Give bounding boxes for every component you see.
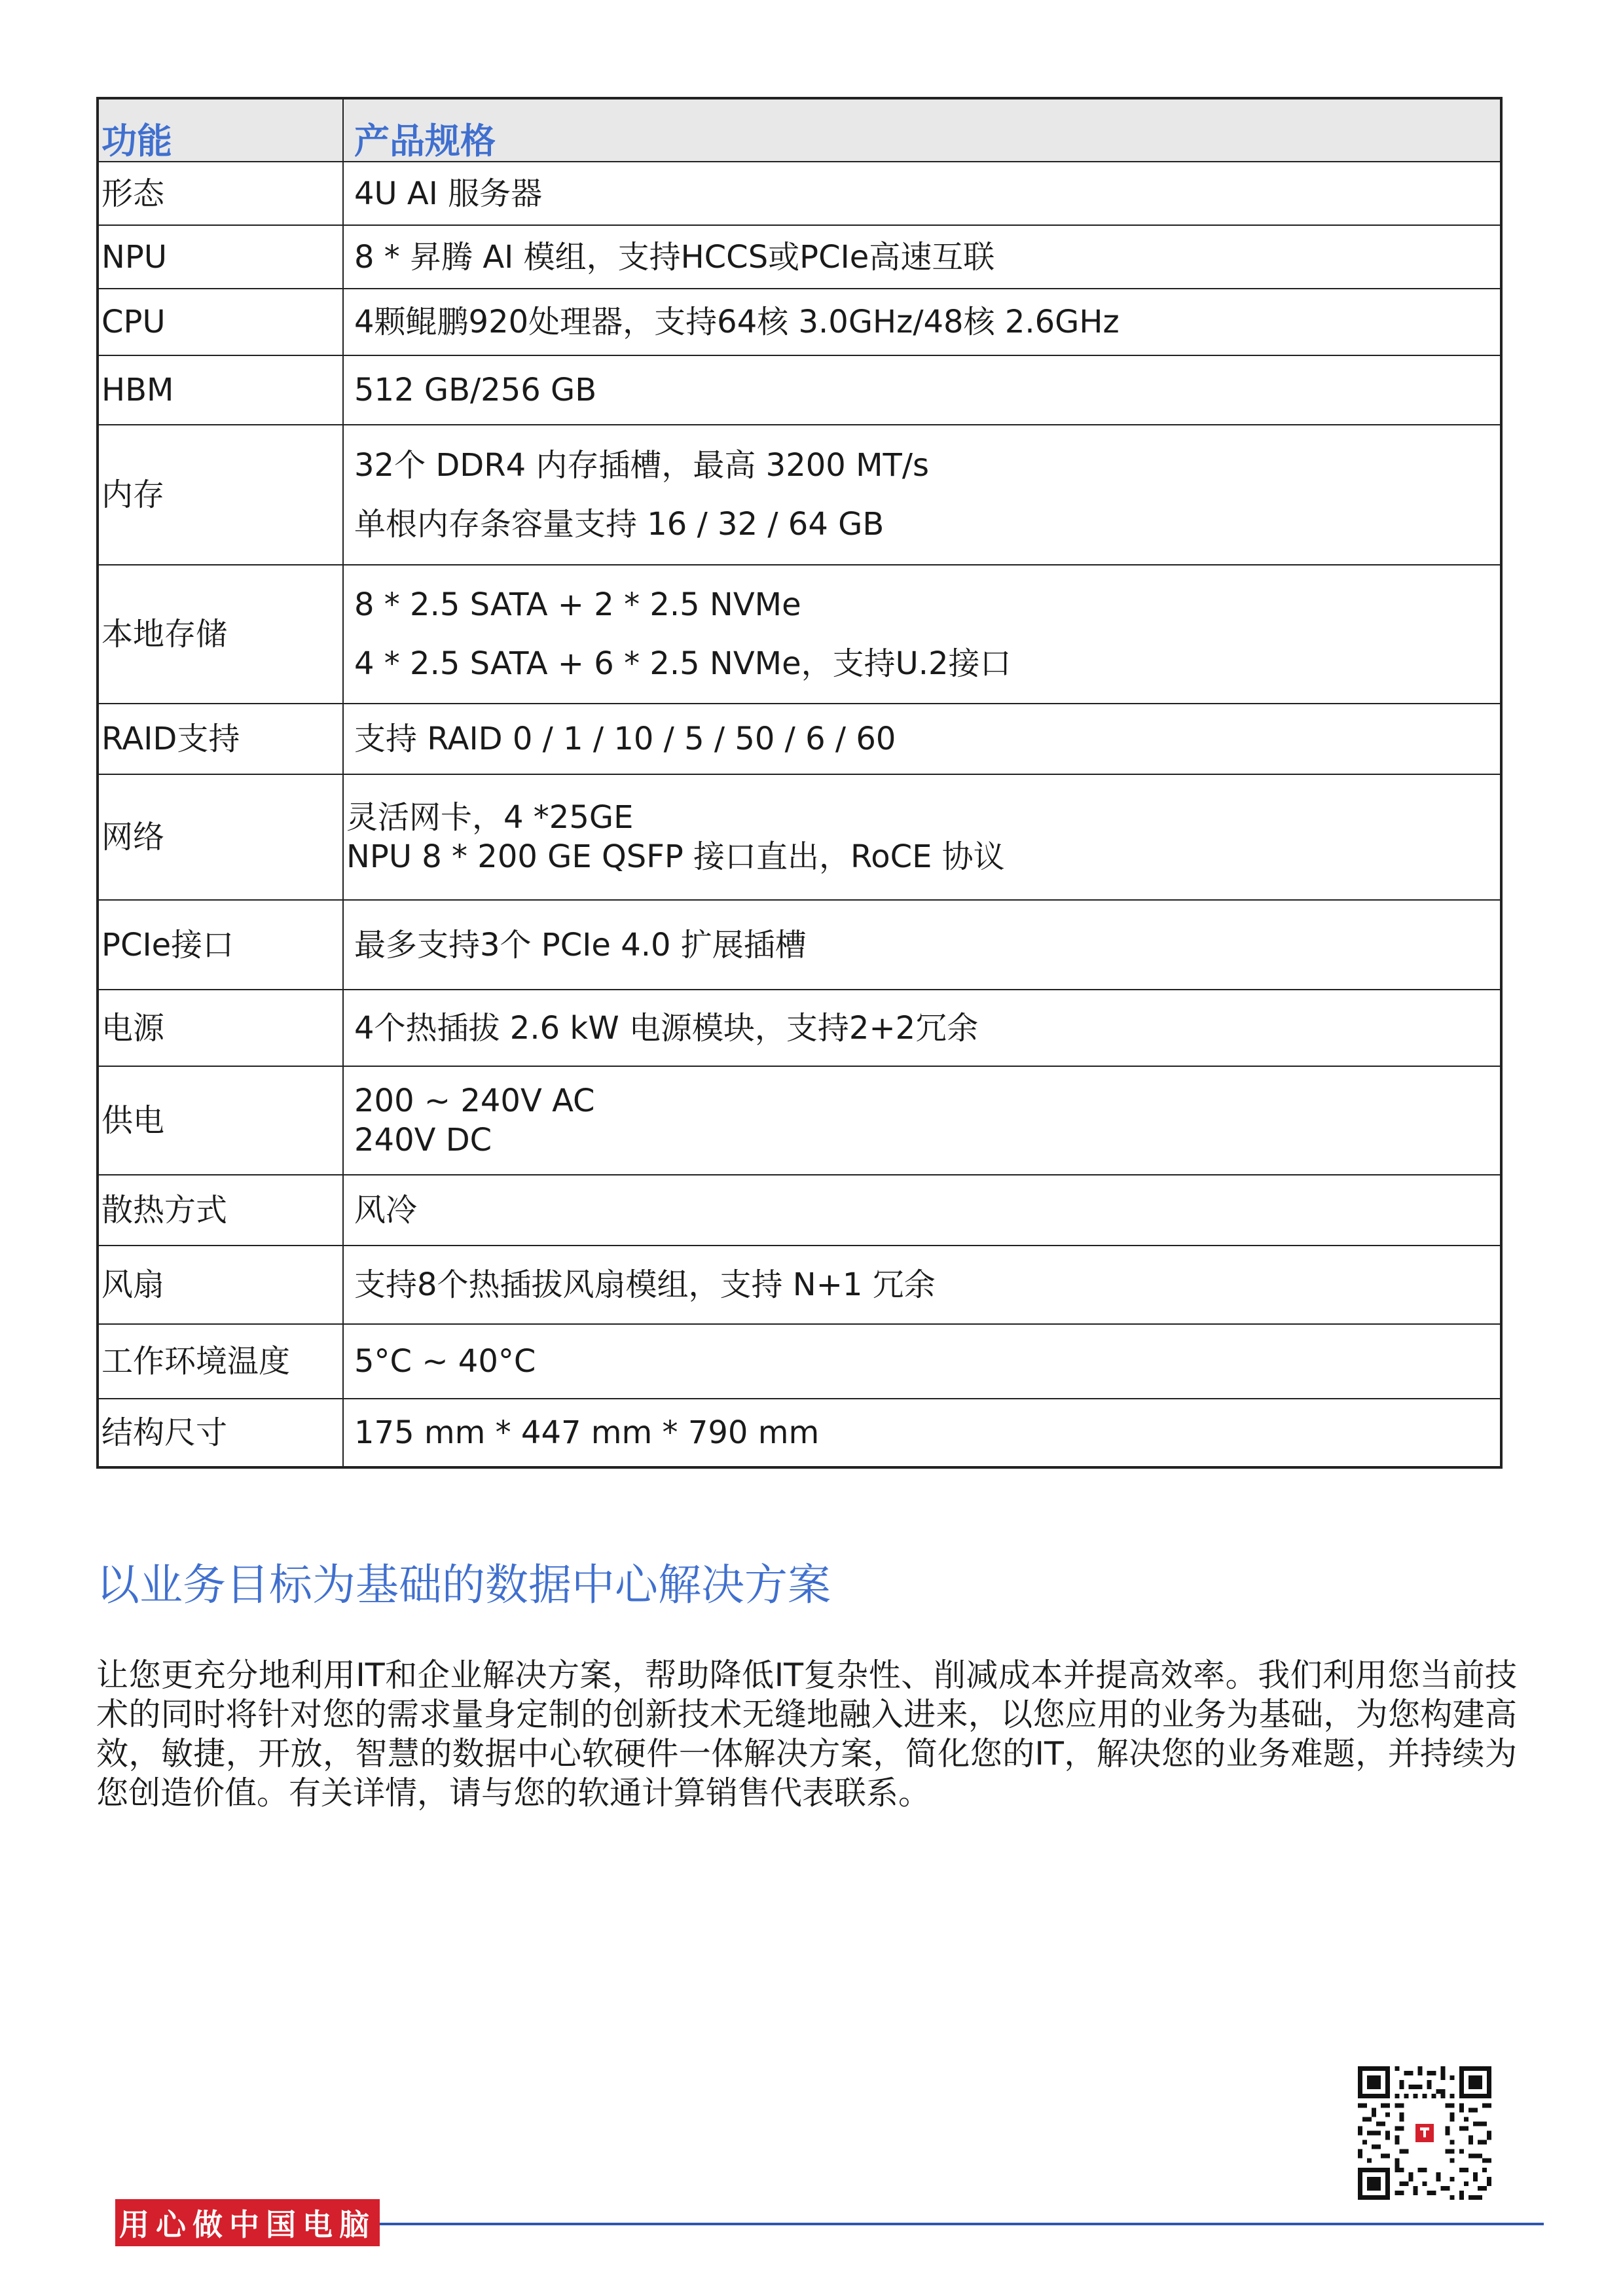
feature-cell: HBM bbox=[98, 355, 343, 425]
spec-cell bbox=[343, 774, 1501, 900]
qr-code-icon bbox=[1358, 2066, 1491, 2200]
header-feature: 功能 bbox=[98, 98, 343, 162]
table-row bbox=[98, 162, 1501, 225]
table-row bbox=[98, 990, 1501, 1066]
spec-line: 单根内存条容量支持 16 / 32 / 64 GB bbox=[354, 506, 884, 543]
section-heading: 以业务目标为基础的数据中心解决方案 bbox=[96, 1560, 831, 1610]
spec-cell: 175 mm * 447 mm * 790 mm bbox=[343, 1399, 1501, 1467]
spec-cell: 4个热插拔 2.6 kW 电源模块，支持2+2冗余 bbox=[343, 990, 1501, 1066]
feature-cell: CPU bbox=[98, 289, 343, 355]
feature-cell: 内存 bbox=[98, 425, 343, 565]
feature-cell: 本地存储 bbox=[98, 565, 343, 704]
spec-line: 4 * 2.5 SATA + 6 * 2.5 NVMe，支持U.2接口 bbox=[354, 645, 1012, 682]
feature-cell: 供电 bbox=[98, 1066, 343, 1175]
feature-cell: RAID支持 bbox=[98, 704, 343, 774]
table-row bbox=[98, 425, 1501, 565]
table-row bbox=[98, 774, 1501, 900]
spec-cell bbox=[343, 425, 1501, 565]
spec-cell: 512 GB/256 GB bbox=[343, 355, 1501, 425]
footer-divider-line bbox=[380, 2223, 1544, 2225]
spec-cell: 最多支持3个 PCIe 4.0 扩展插槽 bbox=[343, 900, 1501, 990]
spec-cell bbox=[343, 1066, 1501, 1175]
spec-line: 8 * 2.5 SATA + 2 * 2.5 NVMe bbox=[354, 586, 801, 623]
spec-cell: 风冷 bbox=[343, 1175, 1501, 1246]
table-row bbox=[98, 900, 1501, 990]
feature-cell: 结构尺寸 bbox=[98, 1399, 343, 1467]
table-row bbox=[98, 1175, 1501, 1246]
table-header-row bbox=[98, 98, 1501, 162]
feature-cell: NPU bbox=[98, 225, 343, 289]
table-row bbox=[98, 1066, 1501, 1175]
header-spec: 产品规格 bbox=[343, 98, 1501, 162]
table-row bbox=[98, 565, 1501, 704]
table-row bbox=[98, 1246, 1501, 1324]
spec-cell: 4U AI 服务器 bbox=[343, 162, 1501, 225]
spec-table bbox=[96, 97, 1503, 1469]
table-row bbox=[98, 289, 1501, 355]
footer-slogan: 用心做中国电脑 bbox=[119, 2207, 376, 2242]
table-row bbox=[98, 225, 1501, 289]
spec-cell: 4颗鲲鹏920处理器，支持64核 3.0GHz/48核 2.6GHz bbox=[343, 289, 1501, 355]
spec-cell: 5°C ~ 40°C bbox=[343, 1324, 1501, 1399]
feature-cell: 散热方式 bbox=[98, 1175, 343, 1246]
spec-cell: 支持8个热插拔风扇模组，支持 N+1 冗余 bbox=[343, 1246, 1501, 1324]
spec-cell: 支持 RAID 0 / 1 / 10 / 5 / 50 / 6 / 60 bbox=[343, 704, 1501, 774]
spec-line: 240V DC bbox=[354, 1122, 492, 1158]
section-paragraph: 让您更充分地利用IT和企业解决方案，帮助降低IT复杂性、削减成本并提高效率。我们利用您当前技术的同时将针对您的需求量身定制的创新技术无缝地融入进来，以您应用的业务为基础，为您构建高效，敏捷，开放，智慧的数据中心软硬件一体解决方案，简化您的IT，解决您的业务难题，并持续为您创造价值。有关详情，请与您的软通计算销售代表联系。 bbox=[96, 1657, 1517, 1812]
feature-cell: PCIe接口 bbox=[98, 900, 343, 990]
spec-line: NPU 8 * 200 GE QSFP 接口直出，RoCE 协议 bbox=[346, 838, 1005, 875]
table-row bbox=[98, 355, 1501, 425]
feature-cell: 电源 bbox=[98, 990, 343, 1066]
feature-cell: 网络 bbox=[98, 774, 343, 900]
table-row bbox=[98, 1324, 1501, 1399]
spec-cell: 8 * 昇腾 AI 模组，支持HCCS或PCIe高速互联 bbox=[343, 225, 1501, 289]
spec-cell bbox=[343, 565, 1501, 704]
table-row bbox=[98, 1399, 1501, 1467]
footer-slogan-bar bbox=[115, 2199, 380, 2246]
spec-line: 200 ~ 240V AC bbox=[354, 1083, 595, 1119]
feature-cell: 风扇 bbox=[98, 1246, 343, 1324]
spec-line: 32个 DDR4 内存插槽，最高 3200 MT/s bbox=[354, 447, 929, 484]
table-row bbox=[98, 704, 1501, 774]
spec-line: 灵活网卡，4 *25GE bbox=[346, 799, 634, 836]
feature-cell: 形态 bbox=[98, 162, 343, 225]
feature-cell: 工作环境温度 bbox=[98, 1324, 343, 1399]
